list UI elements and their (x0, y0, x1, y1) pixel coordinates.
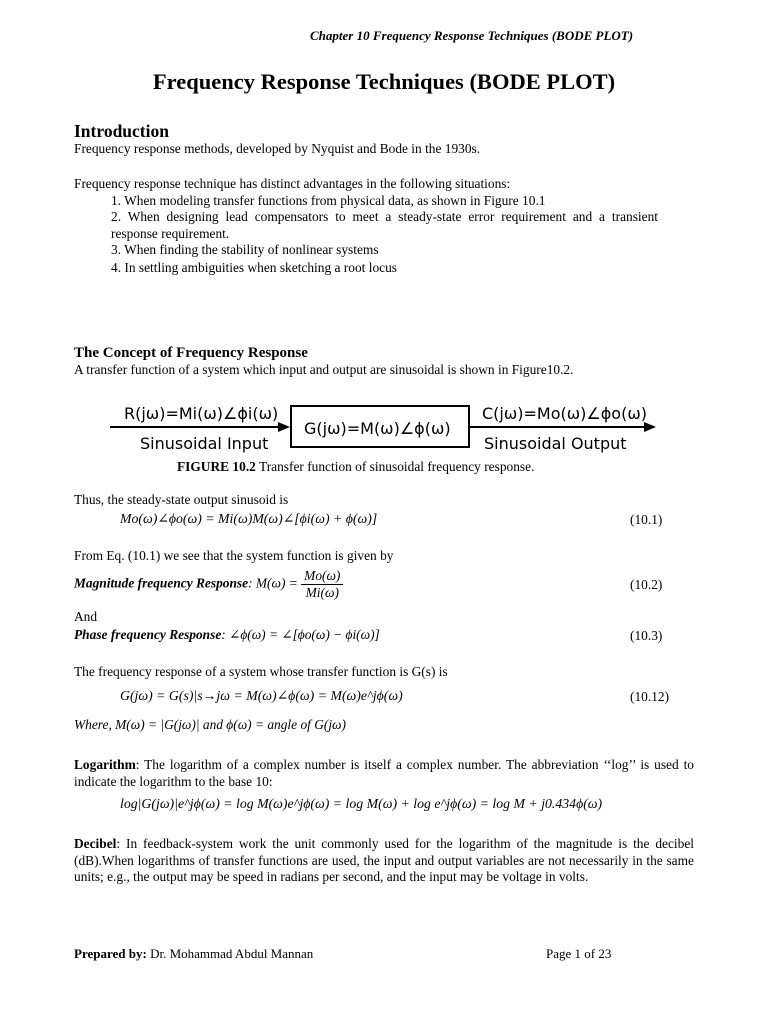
magnitude-response (74, 568, 343, 601)
phase-label: Phase frequency Response (74, 627, 222, 642)
intro-heading: Introduction (74, 121, 169, 141)
magnitude-label: Magnitude frequency Response (74, 575, 249, 591)
magnitude-denominator: Mi(ω) (305, 585, 339, 601)
concept-heading: The Concept of Frequency Response (74, 345, 308, 361)
figure-caption-text: Transfer function of sinusoidal frequency response. (255, 459, 535, 474)
transfer-function-diagram (110, 396, 658, 460)
thus-text: Thus, the steady-state output sinusoid is (74, 492, 289, 507)
footer-author (74, 946, 313, 962)
frequency-response-text: The frequency response of a system whose transfer function is G(s) is (74, 664, 448, 679)
figure-caption (177, 459, 534, 475)
magnitude-fraction (301, 568, 343, 601)
input-caption: Sinusoidal Input (140, 434, 269, 453)
equation-10-12: G(jω) = G(s)|s→jω = M(ω)∠ϕ(ω) = M(ω)e^jϕ(ω) (120, 688, 403, 703)
phase-response (74, 627, 380, 643)
equation-number-10-1: (10.1) (630, 512, 663, 527)
and-text: And (74, 609, 98, 624)
output-caption: Sinusoidal Output (484, 434, 627, 453)
logarithm-equation: log|G(jω)|e^jϕ(ω) = log M(ω)e^jϕ(ω) = log M(ω) + log e^jϕ(ω) = log M + j0.434ϕ(ω) (120, 796, 603, 811)
block-label: G(jω)=M(ω)∠ϕ(ω) (304, 419, 451, 438)
running-header: Chapter 10 Frequency Response Techniques (BODE PLOT) (310, 28, 634, 43)
concept-paragraph: A transfer function of a system which input and output are sinusoidal is shown in Figure10.2. (74, 362, 574, 377)
logarithm-label: Logarithm (74, 757, 136, 772)
list-item-1: 1. When modeling transfer functions from physical data, as shown in Figure 10.1 (111, 193, 546, 208)
list-item-2: 2. When designing lead compensators to meet a steady-state error requirement and a transient response requirement. (111, 209, 658, 241)
where-text: Where, M(ω) = |G(jω)| and ϕ(ω) = angle of G(jω) (74, 717, 346, 732)
page-number: Page 1 of 23 (546, 946, 612, 961)
equation-10-1: Mo(ω)∠ϕo(ω) = Mi(ω)M(ω)∠[ϕi(ω) + ϕ(ω)] (120, 511, 378, 526)
logarithm-text: : The logarithm of a complex number is itself a complex number. The abbreviation ‘‘log’’ is used to indicate the logarithm to the base 10: (74, 757, 694, 789)
from-eq-text: From Eq. (10.1) we see that the system function is given by (74, 548, 394, 563)
decibel-text: : In feedback-system work the unit commonly used for the logarithm of the magnitude is the decibel (dB).When logarithms of transfer functions are used, the input and output variables are not necessarily in the same units; e.g., the output may be speed in radians per second, and the input may be voltage in volts. (74, 836, 694, 884)
document-title: Frequency Response Techniques (BODE PLOT) (152, 69, 616, 94)
list-item-4: 4. In settling ambiguities when sketching a root locus (111, 260, 397, 275)
input-arrow-head (278, 422, 290, 432)
equation-number-10-2: (10.2) (630, 577, 663, 592)
phase-equation: : ∠ϕ(ω) = ∠[ϕo(ω) − ϕi(ω)] (221, 627, 380, 642)
output-label: C(jω)=Mo(ω)∠ϕo(ω) (482, 404, 647, 423)
decibel-paragraph (74, 836, 694, 886)
input-label: R(jω)=Mi(ω)∠ϕi(ω) (124, 404, 279, 423)
magnitude-lhs: : M(ω) = (248, 575, 302, 591)
advantages-paragraph: Frequency response technique has distinct advantages in the following situations: (74, 176, 511, 191)
footer-prepared-label: Prepared by: (74, 946, 147, 961)
intro-paragraph: Frequency response methods, developed by Nyquist and Bode in the 1930s. (74, 141, 481, 156)
figure-caption-label: FIGURE 10.2 (177, 459, 256, 474)
list-item-3: 3. When finding the stability of nonlinear systems (111, 242, 379, 257)
equation-number-10-3: (10.3) (630, 628, 663, 643)
equation-number-10-12: (10.12) (630, 689, 670, 704)
footer-author-name: Dr. Mohammad Abdul Mannan (146, 946, 314, 961)
magnitude-numerator: Mo(ω) (301, 568, 343, 585)
output-arrow-head (644, 422, 656, 432)
decibel-label: Decibel (74, 836, 117, 851)
logarithm-paragraph (74, 757, 694, 790)
